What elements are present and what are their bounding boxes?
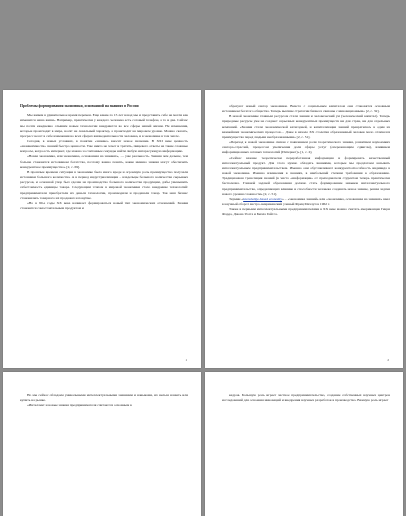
paragraph: «Интеллект и новые знания предпринимателя считаются основным в [27,403,132,408]
page-content [222,393,390,403]
paragraph: «Новая экономика, или экономика, основанная на знаниях», — уже реальность. Знания чем дальше, тем больше становятся источником богатства, поэтому важно понять, какие именно знания могут обеспечить конкурентное преимущество» [2, с. 69]. [20,154,188,169]
page-number: 1 [185,358,187,362]
term-link[interactable]: knowledge-based economy [243,196,282,201]
paragraph: Термин «knowledge-based economy» – «экономика знаний» или «экономика, основанная на знаниях» ввел в научный оборот австро-американский ученый Фриц Махлуп в 1962 г. [222,196,390,206]
paragraph: Мы живем в удивительное время перемен. Еще какие-то 15 лет назад мы и представить себе не могли как изменится наша жизнь. Например, практически у каждого человека есть сотовый телефон, а то и два. Сейчас мы почти ежедневно слышим новые технологии внедряются во все сферы нашей жизни. Не изменения, которые происходят в мире, носят не локальный характер, а происходят на мировом уровне. Можно сказать, прогресс несет в себе изменения во всех сферах жизнедеятельности человека, и в экономике в том числе. [20,113,188,138]
page-number: 2 [387,358,389,362]
page-content [20,393,188,408]
page-content [20,104,188,211]
paragraph: Но мы сейчас обладаем уникальными интеллектуальными знаниями и навыками, их нельзя назвать или купить на рынке. [20,393,188,403]
paragraph: Сегодня, в новых условиях, в понятие «знание» вносят новое значение. В XXI веке ценность «знаниеёмкости» знаний быстро ценности. Уже никто не хочет и тратить, пищевого ответы на такие сложные вопросы, когда есть интернет, где можно за считанные секунды найти любую интересующую информацию. [20,138,188,154]
paragraph: Также в первыми интеллектуальными предпринимателями в XX веке можно считать американцев Генри Форда, Джона Уолта и Билла Гейтса. [222,207,390,217]
document-page-1 [3,90,201,368]
paragraph: «Сейчас важнее теоретически переработанная информация и формировать качественный интеллектуальный продукт. Для этого нужно обладать знаниями, которые мы предлагаем называть интеллектуальным предпринимательством. Именно они обуславливают конкурентоспособность индивида в новой экономике. Именно изменения в знаниях, в наибольшей степени требования к образованию. Традиционная трансляция знаний (в чисто «информации» от преподавателя студентам теперь практически бесполезна. Главной задачей образования должно стать формирование навыков интеллектуального предпринимательства, определяющих влияние и способности человека создавать новое знание, решая задачи нового уровня сложности» [2, с. 51]. [222,155,390,196]
article-title: Проблемы формирования экономики, основанной на знаниях в России [20,104,139,108]
paragraph: В новой экономике главным ресурсом стали знания и человеческий ум (человеческий капитал). Теперь природные ресурсы уже не создают серьезных конкурентных преимуществ ни для стран, ни для отдельных компаний. «Знания стали экономической категорией, и капитализация знаний превратилась в один из важнейших экономических процессов… Даже в начале XX столетия образованный человек мало отличался преимущества перед людьми необразованными» [2, с. 51]. [222,114,390,139]
paragraph: кадров. Большую роль играет частное предпринимательство, создание собственных научных центров исследований для освоения инноваций и внедрения научных разработок в производство. Важную роль играет [222,393,390,403]
paragraph: «Но в 90-е годы XX века начинает формироваться новый тип экономических отношений. Знания становятся самостоятельным продуктом и [20,200,188,211]
paragraph: «Переход к новой экономике связан с появлением роли теоретического знания, развитием наукоемких сектора-отраслей, процессом увеличения доли сферы услуг (опережающим сдвигом), влиянием информационных сетевых технологий (Интернет)» [1, с. 2]. [222,140,390,155]
document-page-4 [205,372,403,516]
document-page-2 [205,90,403,368]
document-page-3 [3,372,201,516]
paragraph: образуют новый сектор экономики. Вместе с социальным капиталом они становятся основным источником богатого общества. Теперь высшие стратегии бизнеса связаны с инновационным» [2, с. 32]. [222,104,390,114]
page-content [222,104,390,217]
paragraph: В прошлые времена ситуация в экономике была иного вроде и огромную роль преимущество получали источники большого количества. А в период индустриализации – владельцы большого количества сырьевых ресурсов, и основной упор был сделан на производство большого количества продукции, дабы уменьшить себестоимость единицы товара. Следующим этапом в мировой экономики стало внедрение технологий: предприниматели приобретали их деньги технологии, производили и продавали товар. Так наш бизнес становились товарного их продажах и покупке. [20,169,188,200]
